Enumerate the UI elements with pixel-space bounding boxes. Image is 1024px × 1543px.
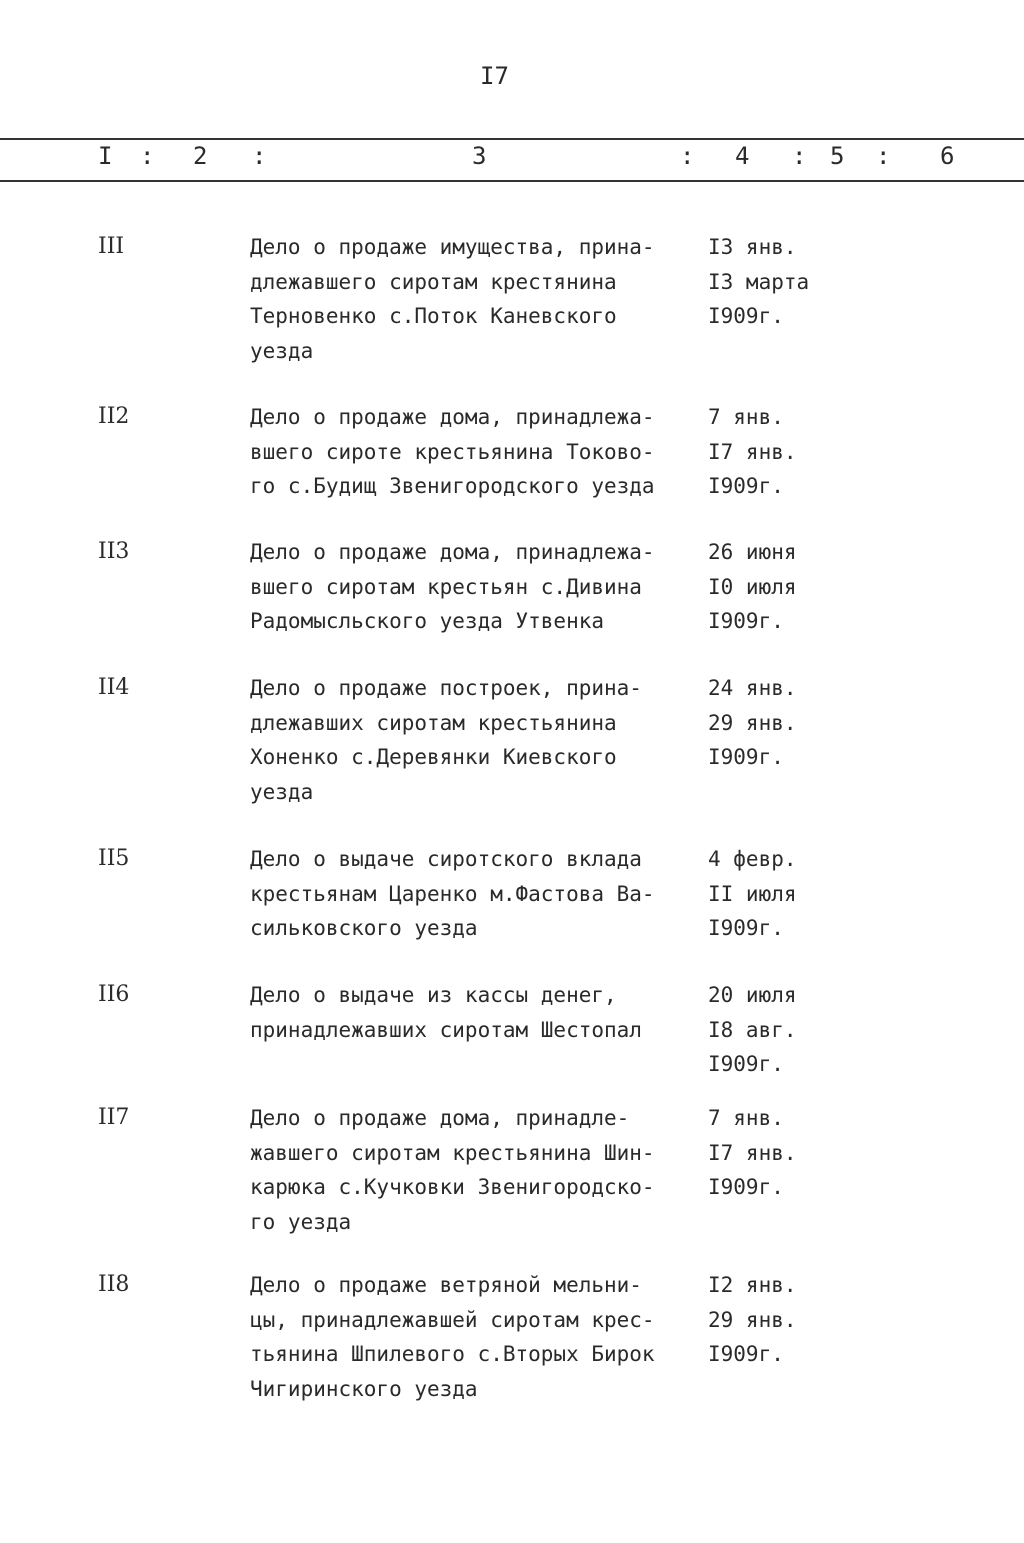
- record-dates: 7 янв. I7 янв. I909г.: [708, 405, 797, 498]
- record-description: Дело о продаже имущества, прина- длежавшего сиротам крестянина Терновенко с.Поток Каневского уезда: [250, 235, 655, 363]
- header-bottom-rule: [0, 180, 1024, 182]
- record-number: II7: [98, 1105, 130, 1130]
- column-header-3: 3: [472, 142, 487, 170]
- record-number: II3: [98, 539, 130, 564]
- record-dates: 26 июня I0 июля I909г.: [708, 540, 797, 633]
- record-number: II6: [98, 982, 130, 1007]
- page-number: I7: [480, 62, 509, 90]
- column-separator: :: [792, 142, 807, 170]
- column-separator: :: [140, 142, 155, 170]
- record-dates: 7 янв. I7 янв. I909г.: [708, 1106, 797, 1199]
- header-top-rule: [0, 138, 1024, 140]
- record-dates: I2 янв. 29 янв. I909г.: [708, 1273, 797, 1366]
- column-separator: :: [876, 142, 891, 170]
- record-number: II2: [98, 404, 130, 429]
- column-header-2: 2: [193, 142, 208, 170]
- record-dates: 20 июля I8 авг. I909г.: [708, 983, 797, 1076]
- column-header-4: 4: [735, 142, 750, 170]
- record-number: II5: [98, 846, 130, 871]
- record-description: Дело о продаже дома, принадле- жавшего сиротам крестьянина Шин- карюка с.Кучковки Звенигородско- го уезда: [250, 1106, 655, 1234]
- record-number: II8: [98, 1272, 130, 1297]
- record-description: Дело о выдаче из кассы денег, принадлежавших сиротам Шестопал: [250, 983, 642, 1042]
- record-description: Дело о продаже построек, прина- длежавших сиротам крестьянина Хоненко с.Деревянки Киевского уезда: [250, 676, 642, 804]
- record-dates: I3 янв. I3 марта I909г.: [708, 235, 810, 328]
- record-dates: 4 февр. II июля I909г.: [708, 847, 797, 940]
- record-number: II4: [98, 675, 130, 700]
- record-dates: 24 янв. 29 янв. I909г.: [708, 676, 797, 769]
- column-separator: :: [680, 142, 695, 170]
- record-description: Дело о продаже ветряной мельни- цы, принадлежавшей сиротам крес- тьянина Шпилевого с.Вторых Бирок Чигиринского уезда: [250, 1273, 655, 1401]
- column-header-1: I: [98, 142, 113, 170]
- column-separator: :: [252, 142, 267, 170]
- record-description: Дело о выдаче сиротского вклада крестьянам Царенко м.Фастова Ва- сильковского уезда: [250, 847, 655, 940]
- record-description: Дело о продаже дома, принадлежа- вшего сироте крестьянина Токово- го с.Будищ Звенигородского уезда: [250, 405, 655, 498]
- column-header-6: 6: [940, 142, 955, 170]
- column-header-5: 5: [830, 142, 845, 170]
- record-description: Дело о продаже дома, принадлежа- вшего сиротам крестьян с.Дивина Радомысльского уезда Утвенка: [250, 540, 655, 633]
- record-number: III: [98, 234, 125, 259]
